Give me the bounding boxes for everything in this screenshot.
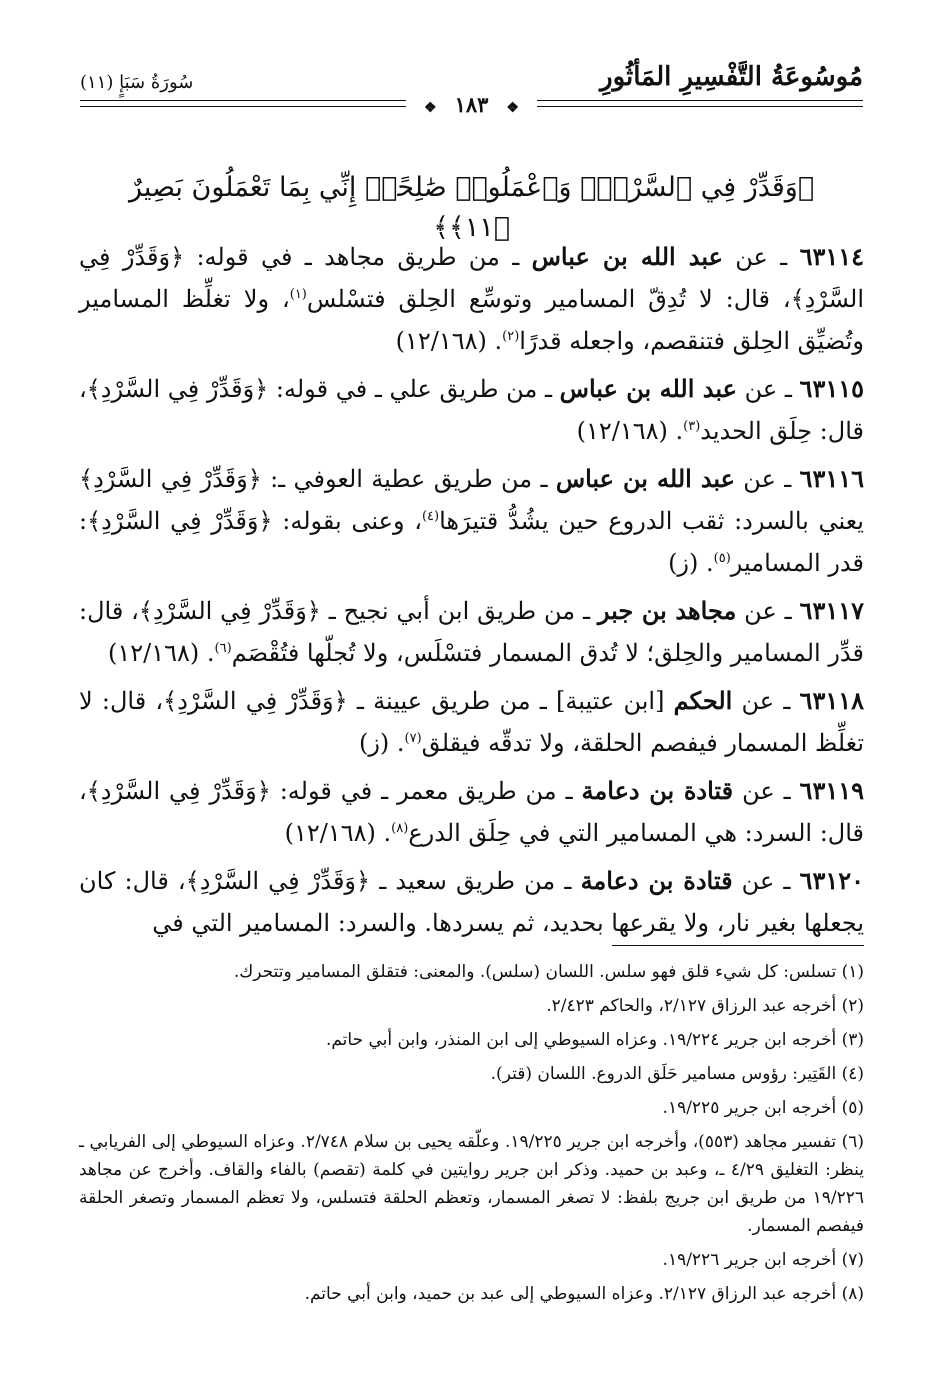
quran-verse: ﴿وَقَدِّرْ فِي ٱلسَّرْدِۖ وَٱعْمَلُوا۟ صَٰلِحًاۖ إِنِّي بِمَا تَعْمَلُونَ بَصِيرٌ ﴿١١﴾﴾ — [128, 172, 815, 243]
narrator-name: مجاهد بن جبر — [597, 596, 737, 625]
narration-text: ، وعنى بقوله: ﴿وَقَدِّرْ فِي السَّرْدِ﴾: قدر المسامير — [79, 507, 864, 577]
surah-label: سُورَةُ سَبَإٍ (١١) — [80, 72, 194, 93]
narration-lead: ـ عن — [733, 777, 800, 805]
volume-reference: . (١٢/١٦٨) — [107, 639, 215, 667]
narrations — [79, 236, 864, 950]
footnote-separator — [612, 945, 864, 946]
narration-text: ـ من طريق عطية العوفي ـ: ﴿وَقَدِّرْ فِي السَّرْدِ﴾ يعني بالسرد: ثقب الدروع حين يشُدُّ قتيرَها — [79, 465, 864, 535]
narration-lead: ـ عن — [735, 465, 800, 493]
narration-lead: ـ عن — [722, 243, 800, 271]
footnotes — [79, 958, 864, 1314]
narration-paragraph — [79, 236, 864, 362]
footnote-marker: (٢) — [502, 329, 520, 344]
footnote-marker: (٣) — [683, 419, 701, 434]
narration-number: ٦٣١١٦ — [799, 464, 864, 493]
volume-reference: . (١٢/١٦٨) — [395, 327, 503, 355]
footnote-marker: (١) — [289, 287, 307, 302]
narration-text: [ابن عتيبة] ـ من طريق عيينة ـ ﴿وَقَدِّرْ فِي السَّرْدِ﴾، قال: لا تغلِّظ المسمار فيفصم الحلقة، ولا تدقّه فيقلق — [79, 687, 864, 757]
footnote-marker: (٤) — [421, 509, 440, 524]
volume-reference: . (١٢/١٦٨) — [284, 819, 392, 847]
footnote: (٦) تفسير مجاهد (٥٥٣)، وأخرجه ابن جرير ١٩/٢٢٥. وعلّقه يحيى بن سلام ٢/٧٤٨. وعزاه السيوطي إلى الفريابي ـ ينظر: التغليق ٤/٢٩ ـ، وعبد بن حميد. وذكر ابن جرير روايتين في كلمة (تقصم) بالفاء والقاف. وأخرج عن مجاهد ١٩/٢٢٦ من طريق ابن جريج بلفظ: لا تصغر المسمار، وتعظم الحلقة فتسلس، ولا تعظم المسمار وتصغر الحلقة فيفصم المسمار. — [79, 1132, 864, 1236]
narration-number: ٦٣١١٩ — [799, 776, 864, 805]
narration-lead: ـ عن — [736, 375, 800, 403]
narration-number: ٦٣١١٨ — [799, 686, 864, 715]
narrator-name: قتادة بن دعامة — [580, 866, 733, 895]
page-number: ١٨٣ — [441, 92, 503, 117]
narration-number: ٦٣١٢٠ — [799, 866, 864, 895]
footnote: (٨) أخرجه عبد الرزاق ٢/١٢٧. وعزاه السيوطي إلى عبد بن حميد، وابن أبي حاتم. — [304, 1284, 864, 1304]
narrator-name: عبد الله بن عباس — [531, 242, 723, 271]
narration-lead: ـ عن — [732, 687, 800, 715]
narration-paragraph — [79, 368, 864, 452]
narration-text: ـ من طريق سعيد ـ ﴿وَقَدِّرْ فِي السَّرْدِ﴾، قال: كان يجعلها بغير نار، ولا يقرعها بحديد، ثم يسردها. والسرد: المسامير التي في — [79, 867, 864, 937]
narration-paragraph — [79, 770, 864, 854]
narration-paragraph — [79, 458, 864, 584]
narration-text: ، ولا تغلِّظ المسامير وتُضيِّق الحِلق فتنقصم، واجعله قدرًا — [79, 285, 864, 355]
narrator-name: عبد الله بن عباس — [555, 464, 735, 493]
footnote-marker: (٨) — [391, 821, 409, 836]
footnote: (٧) أخرجه ابن جرير ١٩/٢٢٦. — [662, 1250, 864, 1270]
narrator-name: قتادة بن دعامة — [581, 776, 734, 805]
ornament-icon: ❖ — [420, 100, 441, 116]
footnote: (٤) القَتِير: رؤوس مسامير حَلَق الدروع. اللسان (قتر). — [490, 1064, 864, 1084]
narration-paragraph — [79, 590, 864, 674]
narration-text: ـ من طريق ابن أبي نجيح ـ ﴿وَقَدِّرْ فِي السَّرْدِ﴾، قال: قدِّر المسامير والحِلق؛ لا تُدق المسمار فتسْلَس، ولا تُجلّها فتُقْصَم — [79, 597, 864, 667]
ornament-icon: ❖ — [502, 100, 523, 116]
volume-reference: . (ز) — [358, 729, 405, 757]
footnote-marker: (٥) — [713, 551, 731, 566]
narration-text: ـ من طريق معمر ـ في قوله: ﴿وَقَدِّرْ فِي السَّرْدِ﴾، قال: السرد: هي المسامير التي في حِلَق الدرع — [79, 777, 864, 847]
narration-text: ـ من طريق علي ـ في قوله: ﴿وَقَدِّرْ فِي السَّرْدِ﴾، قال: حِلَق الحديد — [79, 375, 864, 445]
narration-lead: ـ عن — [736, 597, 800, 625]
footnote-marker: (٦) — [214, 641, 232, 656]
narration-lead: ـ عن — [732, 867, 800, 895]
footnote: (٥) أخرجه ابن جرير ١٩/٢٢٥. — [662, 1098, 864, 1118]
narration-number: ٦٣١١٧ — [799, 596, 864, 625]
narration-paragraph — [79, 860, 864, 944]
footnote: (٢) أخرجه عبد الرزاق ٢/١٢٧، والحاكم ٢/٤٢٣. — [546, 996, 864, 1016]
narration-number: ٦٣١١٥ — [799, 374, 864, 403]
narration-paragraph — [79, 680, 864, 764]
narrator-name: عبد الله بن عباس — [559, 374, 737, 403]
footnote: (٣) أخرجه ابن جرير ١٩/٢٢٤. وعزاه السيوطي إلى ابن المنذر، وابن أبي حاتم. — [325, 1030, 864, 1050]
footnote: (١) تسلس: كل شيء قلق فهو سلس. اللسان (سلس). والمعنى: فتقلق المسامير وتتحرك. — [233, 962, 864, 982]
narrator-name: الحكم — [673, 686, 733, 715]
page-number-box — [0, 92, 943, 117]
volume-reference: . (١٢/١٦٨) — [576, 417, 684, 445]
volume-reference: . (ز) — [668, 549, 714, 577]
footnote-marker: (٧) — [404, 731, 422, 746]
narration-text: ـ من طريق مجاهد ـ في قوله: ﴿وَقَدِّرْ فِي السَّرْدِ﴾، قال: لا تُدِقّ المسامير وتوسِّع الحِلق فتسْلس — [79, 243, 865, 313]
narration-number: ٦٣١١٤ — [799, 242, 865, 271]
book-title: مُوسُوعَةُ التَّفْسِيرِ المَأثُورِ — [600, 62, 863, 92]
